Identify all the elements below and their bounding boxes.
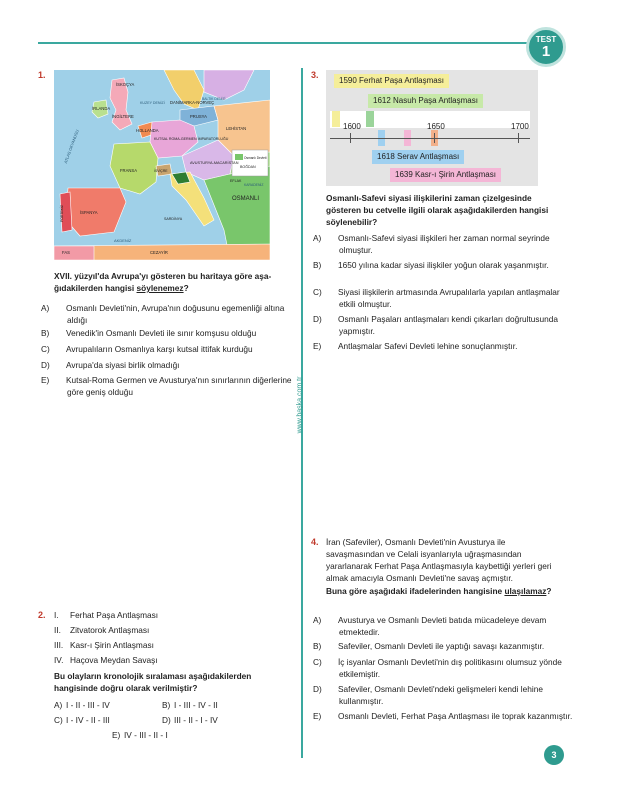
q4-option-d[interactable]: D) Safeviler, Osmanlı Devleti'ndeki gelişmeleri kendi lehine kullanmıştır. bbox=[313, 684, 543, 706]
map-label-irlanda: İRLANDA bbox=[92, 106, 111, 111]
q3-option-b[interactable]: B) 1650 yılına kadar siyasi ilişkiler yoğun olarak yaşanmıştır. bbox=[313, 260, 549, 270]
map-label-lehistan: LEHİSTAN bbox=[226, 126, 247, 131]
q2-option-a[interactable]: A) I - II - III - IV bbox=[54, 700, 110, 710]
q4-option-c[interactable]: C) İç isyanlar Osmanlı Devleti'nin dış politikasını olumsuz yönde etkilemiştir. bbox=[313, 657, 562, 679]
q1-stem: XVII. yüzyıl'da Avrupa'yı gösteren bu haritaya göre aşa- ğıdakilerden hangisi söylenemez? bbox=[54, 271, 272, 293]
q2-option-c[interactable]: C) I - IV - II - III bbox=[54, 715, 110, 725]
q4-number: 4. bbox=[311, 537, 319, 547]
page-number: 3 bbox=[544, 745, 564, 765]
q3-stem: Osmanlı-Safevi siyasi ilişkilerini zaman çizelgesinde gösteren bu cetvelle ilgili olarak aşağıdakilerden hangisi söylenebilir? bbox=[326, 193, 549, 227]
q1-option-a[interactable]: A) Osmanlı Devleti'nin, Avrupa'nın doğusunu egemenliği altına aldığı bbox=[41, 303, 285, 325]
q1-option-d[interactable]: D) Avrupa'da siyasi birlik olmadığı bbox=[41, 360, 180, 370]
map-label-karadeniz: KARADENİZ bbox=[244, 183, 264, 187]
timeline-tick-1600: 1600 bbox=[343, 122, 361, 131]
q2-item-4: IV. Haçova Meydan Savaşı bbox=[54, 655, 158, 665]
header-rule bbox=[38, 42, 528, 44]
q2-stem: Bu olayların kronolojik sıralaması aşağıdakilerden hangisinde doğru olarak verilmiştir? bbox=[54, 671, 252, 693]
map-label-hollanda: HOLLANDA bbox=[136, 128, 159, 133]
map-label-portekiz: PORTEKİZ bbox=[60, 205, 64, 222]
map-label-sardinya: SARDİNYA bbox=[164, 217, 183, 221]
q2-item-2: II. Zitvatorok Antlaşması bbox=[54, 625, 150, 635]
q4-passage: İran (Safeviler), Osmanlı Devleti'nin Avusturya ile savaşmasından ve Celali isyanlarıyla uğraşmasından yararlanarak Ferhat Paşa Antlaşmasıyla kaybettiği yerleri geri almak amacıyla Osmanlı Devleti'ne savaş açmıştır. bbox=[326, 537, 552, 583]
timeline-label-ferhat: 1590 Ferhat Paşa Antlaşması bbox=[334, 74, 449, 88]
map-label-prusya: PRUSYA bbox=[190, 114, 207, 119]
q2-item-3: III. Kasr-ı Şirin Antlaşması bbox=[54, 640, 154, 650]
timeline bbox=[326, 70, 538, 186]
test-label: TEST bbox=[535, 35, 557, 44]
map-label-ispanya: İSPANYA bbox=[80, 210, 98, 215]
map-label-cezayir: CEZAYİR bbox=[150, 250, 168, 255]
map-label-bogdan: BOĞDAN bbox=[240, 165, 256, 169]
q1-option-b[interactable]: B) Venedik'in Osmanlı Devleti ile sınır komşusu olduğu bbox=[41, 328, 257, 338]
map-label-iskocya: İSKOÇYA bbox=[116, 82, 135, 87]
map-label-danimarka: DANİMARKA-NORVEÇ bbox=[170, 100, 215, 105]
q4-option-e[interactable]: E) Osmanlı Devleti, Ferhat Paşa Antlaşması ile toprak kazanmıştır. bbox=[313, 711, 573, 721]
map-label-avusturya: AVUSTURYA-MACARİSTAN bbox=[190, 161, 239, 165]
timeline-tick-1650: 1650 bbox=[427, 122, 445, 131]
q2-number: 2. bbox=[38, 610, 46, 620]
q4-stem: Buna göre aşağıdaki ifadelerinden hangisine ulaşılamaz? bbox=[326, 586, 552, 596]
timeline-axis bbox=[330, 138, 530, 139]
map-label-osmanli: OSMANLI bbox=[232, 196, 260, 202]
europe-map bbox=[54, 70, 270, 260]
q2-option-d[interactable]: D) III - II - I - IV bbox=[162, 715, 218, 725]
q4-option-b[interactable]: B) Safeviler, Osmanlı Devleti ile yaptığı savaşı kazanmıştır. bbox=[313, 641, 545, 651]
q3-option-d[interactable]: D) Osmanlı Paşaları antlaşmaları kendi çıkarları doğrultusunda yapmıştır. bbox=[313, 314, 558, 336]
timeline-label-serav: 1618 Serav Antlaşması bbox=[372, 150, 464, 164]
map-label-eflak: EFLAK bbox=[230, 179, 242, 183]
map-label-baltik: BALTIK DENİZİ bbox=[202, 97, 226, 101]
side-website: www.başka.com.tr bbox=[296, 376, 304, 434]
map-label-kutsal: KUTSAL ROMA-GERMEN İMPARATORLUĞU bbox=[154, 137, 229, 141]
map-label-akdeniz: AKDENİZ bbox=[114, 238, 132, 243]
q2-option-b[interactable]: B) I - III - IV - II bbox=[162, 700, 218, 710]
q1-number: 1. bbox=[38, 70, 46, 80]
map-label-fas: FAS bbox=[62, 250, 70, 255]
map-label-ocean: ATLAS OKYANUSU bbox=[62, 128, 80, 165]
timeline-marker-1612 bbox=[366, 111, 374, 127]
q2-item-1: I. Ferhat Paşa Antlaşması bbox=[54, 610, 159, 620]
map-label-isvicre: İSVİÇRE bbox=[154, 169, 168, 173]
q3-option-c[interactable]: C) Siyasi ilişkilerin artmasında Avrupalılarla yapılan antlaşmalar etkili olmuştur. bbox=[313, 287, 560, 309]
q3-number: 3. bbox=[311, 70, 319, 80]
timeline-tick-1700: 1700 bbox=[511, 122, 529, 131]
q3-option-a[interactable]: A) Osmanlı-Safevi siyasi ilişkileri her zaman normal seyrinde olmuştur. bbox=[313, 233, 550, 255]
timeline-label-nasuh: 1612 Nasuh Paşa Antlaşması bbox=[368, 94, 483, 108]
test-number: 1 bbox=[541, 43, 551, 60]
map-label-kuzey-denizi: KUZEY DENİZİ bbox=[140, 101, 165, 105]
q1-option-c[interactable]: C) Avrupalıların Osmanlıya karşı kutsal ittifak kurduğu bbox=[41, 344, 253, 354]
map-legend-label: Osmanlı Devleti bbox=[244, 156, 267, 160]
test-badge bbox=[526, 27, 566, 67]
q3-option-e[interactable]: E) Antlaşmalar Safevi Devleti lehine sonuçlanmıştır. bbox=[313, 341, 518, 351]
q2-option-e[interactable]: E) IV - III - II - I bbox=[112, 730, 168, 740]
q4-option-a[interactable]: A) Avusturya ve Osmanlı Devleti batıda mücadeleye devam etmektedir. bbox=[313, 615, 547, 637]
map-label-ingiltere: İNGİLTERE bbox=[112, 114, 134, 119]
map-label-fransa: FRANSA bbox=[120, 168, 137, 173]
q1-option-e[interactable]: E) Kutsal-Roma Germen ve Avusturya'nın sınırlarının diğerlerine göre geniş olduğu bbox=[41, 375, 292, 397]
timeline-label-kasrisirin: 1639 Kasr-ı Şirin Antlaşması bbox=[390, 168, 501, 182]
